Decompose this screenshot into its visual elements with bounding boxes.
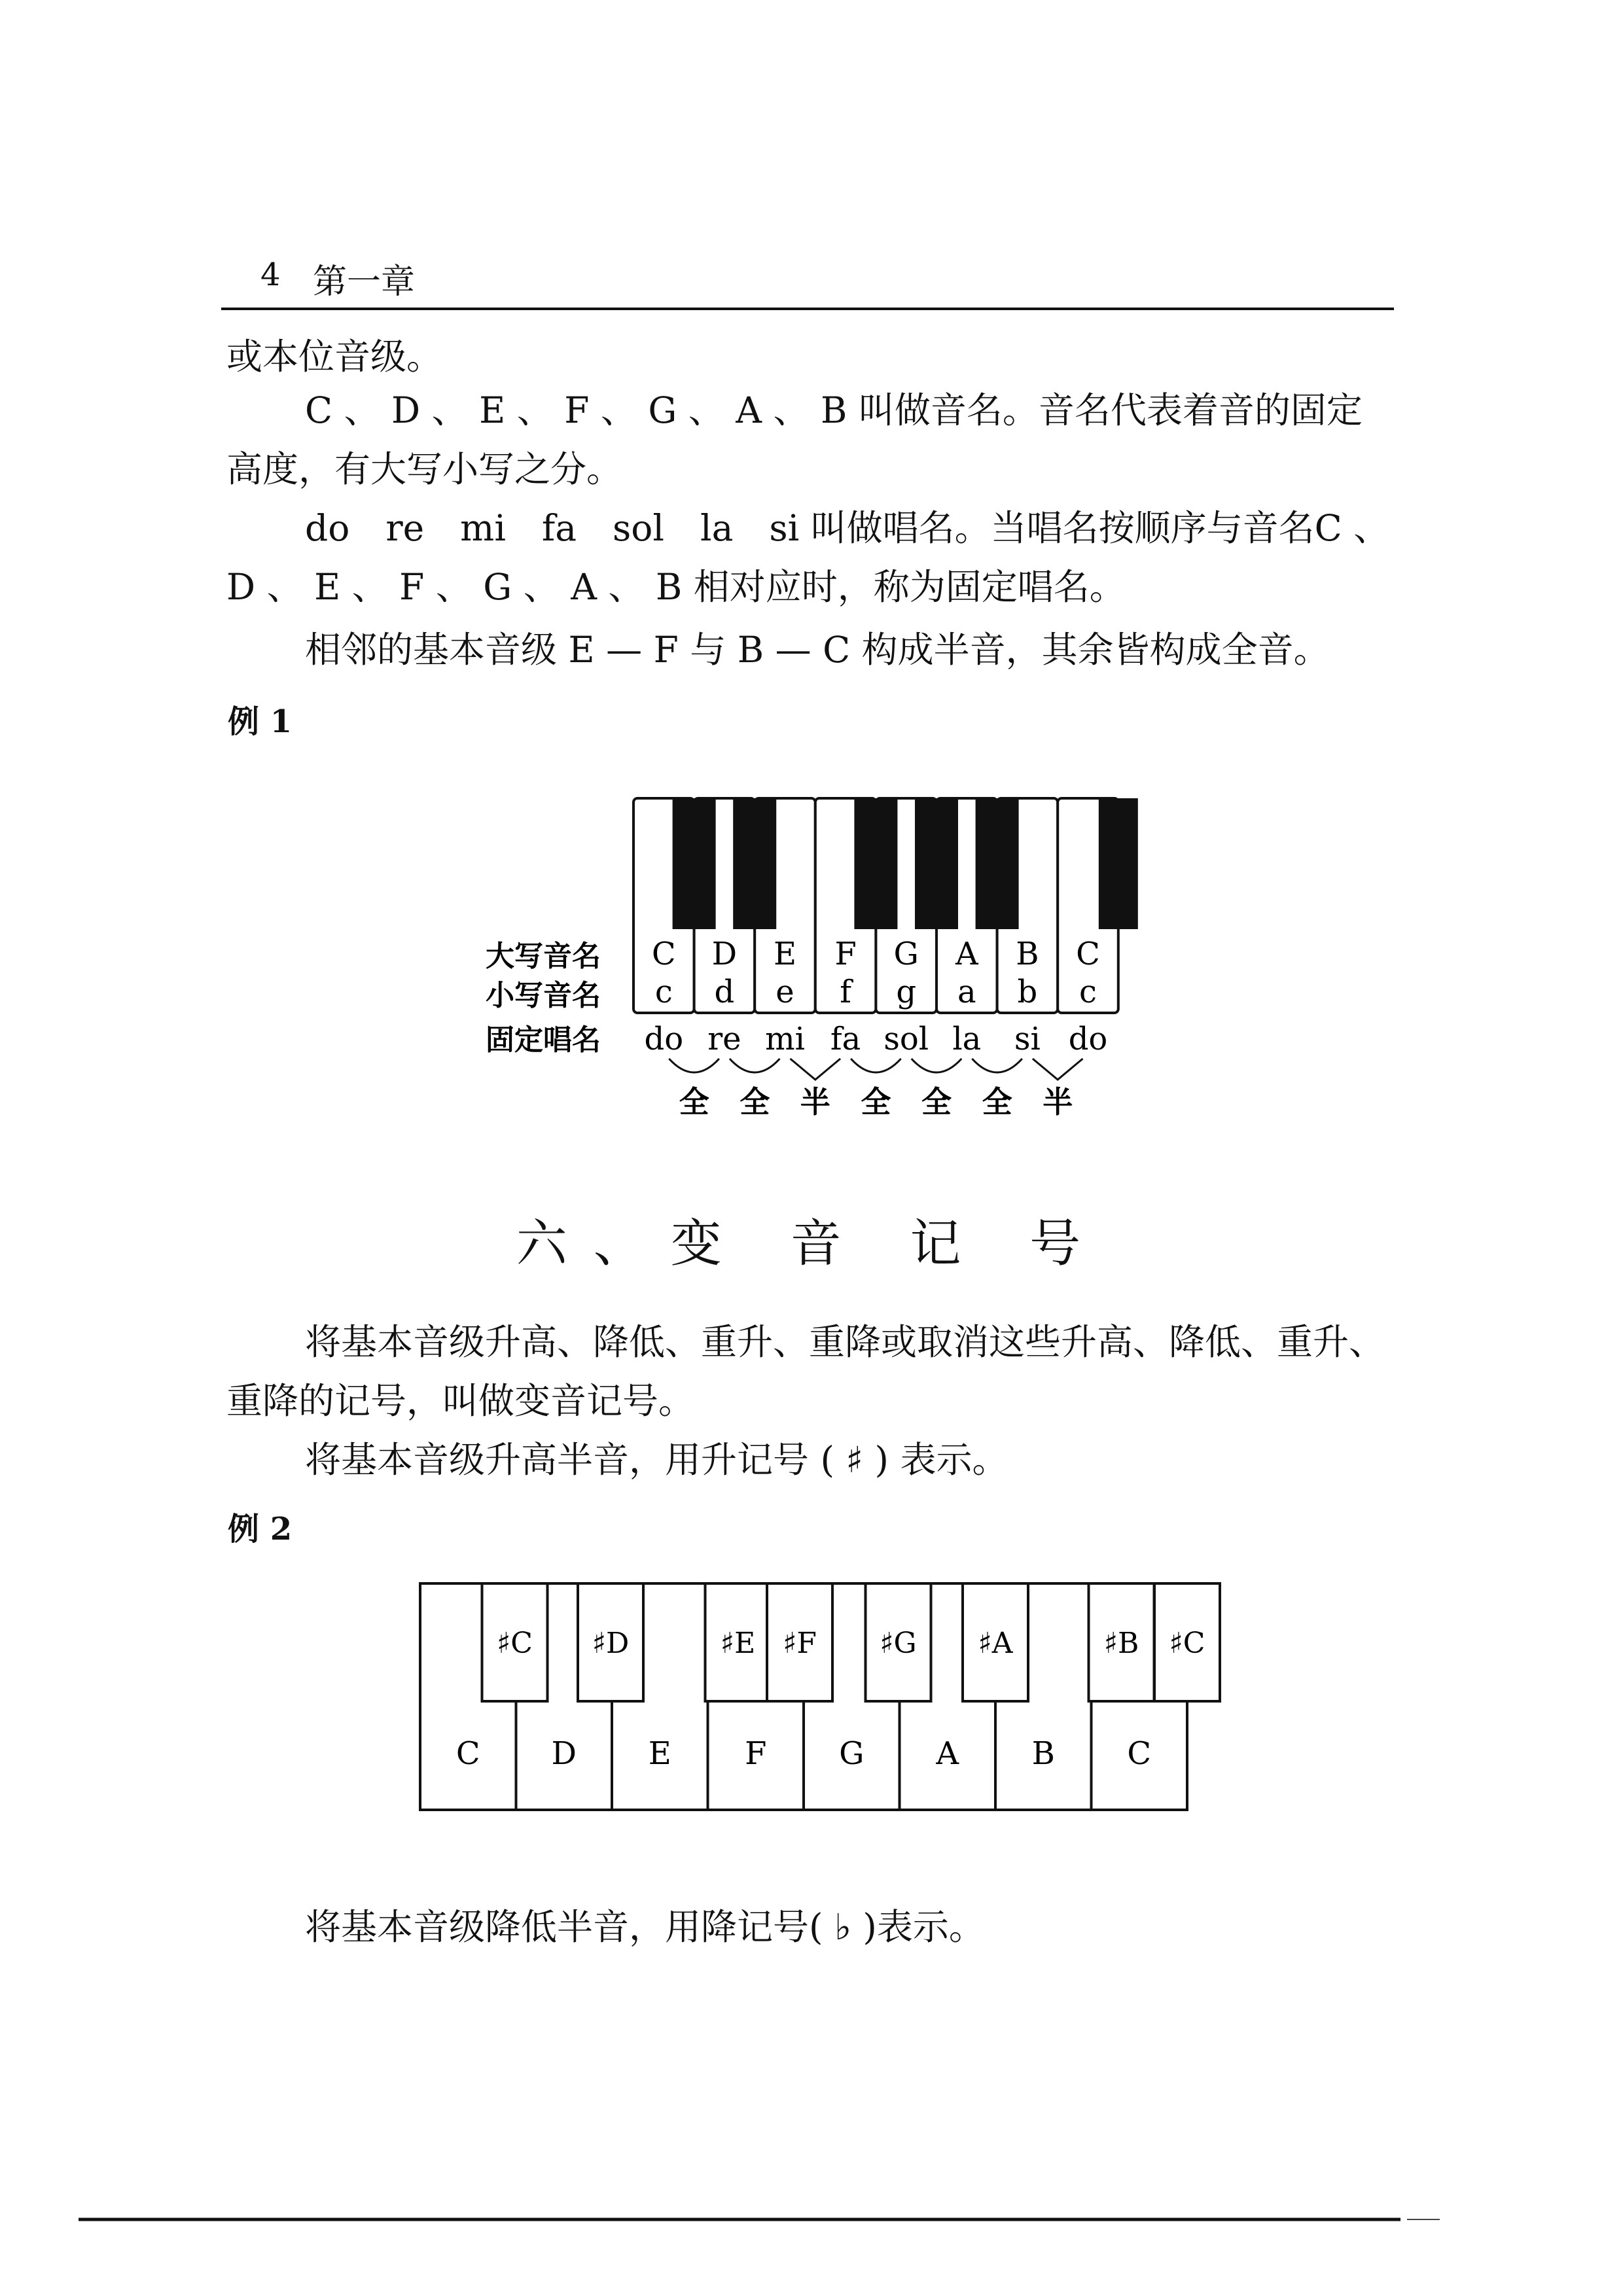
half-step-bracket — [1033, 1059, 1083, 1080]
uppercase-note-label: D — [711, 936, 738, 972]
solfege-names — [644, 1021, 1107, 1057]
uppercase-note-label: F — [834, 936, 857, 972]
interval-label: 半 — [1043, 1084, 1073, 1120]
white-key-label: F — [745, 1735, 767, 1772]
whole-step-bracket — [730, 1059, 780, 1072]
white-key-label: D — [551, 1735, 577, 1772]
black-key — [915, 798, 958, 929]
paragraph-6: 将基本音级升高半音，用升记号 ( ♯ ) 表示。 — [305, 1439, 1008, 1481]
keyboard-diagram-2 — [0, 1557, 1623, 1832]
uppercase-note-label: C — [1076, 936, 1100, 972]
sharp-key-label: ♯C — [497, 1627, 533, 1660]
solfege-label: mi — [765, 1021, 805, 1057]
interval-brackets — [669, 1059, 1082, 1080]
keyboard-1-keys — [633, 798, 1138, 1013]
sharp-key-label: ♯E — [720, 1627, 756, 1660]
paragraph-3: do re mi fa sol la si 叫做唱名。当唱名按顺序与音名C 、 D 、 E 、 F 、 G 、 A 、 B 相对应时，称为固定唱名。 — [226, 507, 1390, 608]
interval-labels — [679, 1084, 1073, 1120]
lowercase-note-label: b — [1017, 974, 1038, 1010]
interval-label: 全 — [982, 1084, 1012, 1120]
whole-step-bracket — [851, 1059, 901, 1072]
paragraph-5: 将基本音级升高、降低、重升、重降或取消这些升高、降低、重升、重降的记号，叫做变音记号。 — [226, 1321, 1385, 1422]
solfege-label: la — [952, 1021, 982, 1057]
uppercase-note-label: B — [1016, 936, 1039, 972]
lowercase-note-label: e — [776, 974, 794, 1010]
white-key-label: E — [648, 1735, 671, 1772]
sharp-key-label: ♯D — [592, 1627, 630, 1660]
row-label-lowercase: 小写音名 — [486, 979, 601, 1012]
row-label-uppercase: 大写音名 — [486, 940, 601, 973]
uppercase-note-label: G — [893, 936, 919, 972]
sharp-key-label: ♯G — [880, 1627, 917, 1660]
black-key — [673, 798, 716, 929]
paragraph-1: 或本位音级。 — [226, 336, 443, 378]
whole-step-bracket — [669, 1059, 719, 1072]
sharp-key-label: ♯C — [1169, 1627, 1205, 1660]
uppercase-note-label: A — [955, 936, 978, 972]
lowercase-note-label: c — [654, 974, 673, 1010]
whole-step-bracket — [912, 1059, 962, 1072]
black-key — [854, 798, 897, 929]
interval-label: 半 — [800, 1084, 830, 1120]
solfege-label: do — [1068, 1021, 1108, 1057]
row-label-solfege: 固定唱名 — [486, 1023, 601, 1057]
example-1-label: 例 1 — [228, 703, 293, 740]
paragraph-4: 相邻的基本音级 E — F 与 B — C 构成半音，其余皆构成全音。 — [305, 629, 1330, 671]
page-number: 4 — [260, 256, 281, 293]
lowercase-note-label: c — [1079, 974, 1097, 1010]
half-step-bracket — [791, 1059, 841, 1080]
scan-edge-line — [0, 2214, 1623, 2225]
black-key — [733, 798, 776, 929]
sharp-key-label: ♯B — [1103, 1627, 1139, 1660]
uppercase-note-label: E — [773, 936, 797, 972]
lowercase-note-label: a — [957, 974, 976, 1010]
interval-label: 全 — [679, 1084, 709, 1120]
white-key-label: A — [936, 1735, 959, 1772]
section-title: 六、变 音 记 号 — [516, 1214, 1107, 1273]
white-key-label: G — [839, 1735, 865, 1772]
interval-label: 全 — [921, 1084, 952, 1120]
lowercase-note-label: f — [840, 974, 851, 1010]
keyboard-2-keys — [420, 1583, 1220, 1810]
whole-step-bracket — [972, 1059, 1022, 1072]
solfege-label: fa — [830, 1021, 861, 1057]
solfege-label: sol — [883, 1021, 929, 1057]
solfege-label: si — [1014, 1021, 1041, 1057]
sharp-key-label: ♯A — [978, 1627, 1013, 1660]
white-key-label: C — [1127, 1735, 1152, 1772]
interval-label: 全 — [740, 1084, 770, 1120]
example-2-label: 例 2 — [228, 1511, 293, 1547]
paragraph-2: C 、 D 、 E 、 F 、 G 、 A 、 B 叫做音名。音名代表着音的固定高度，有大写小写之分。 — [226, 389, 1363, 490]
black-key — [976, 798, 1019, 929]
white-key-label: B — [1031, 1735, 1055, 1772]
lowercase-note-label: g — [896, 974, 917, 1010]
solfege-label: do — [644, 1021, 684, 1057]
chapter-title: 第一章 — [313, 262, 416, 302]
uppercase-note-label: C — [651, 936, 676, 972]
lowercase-note-label: d — [714, 974, 735, 1010]
keyboard-1-row-labels — [486, 940, 601, 1057]
solfege-label: re — [707, 1021, 741, 1057]
paragraph-7: 将基本音级降低半音，用降记号( ♭ )表示。 — [305, 1906, 985, 1948]
interval-label: 全 — [861, 1084, 891, 1120]
white-key-label: C — [455, 1735, 480, 1772]
sharp-key-label: ♯F — [783, 1627, 817, 1660]
black-key — [1099, 798, 1138, 929]
